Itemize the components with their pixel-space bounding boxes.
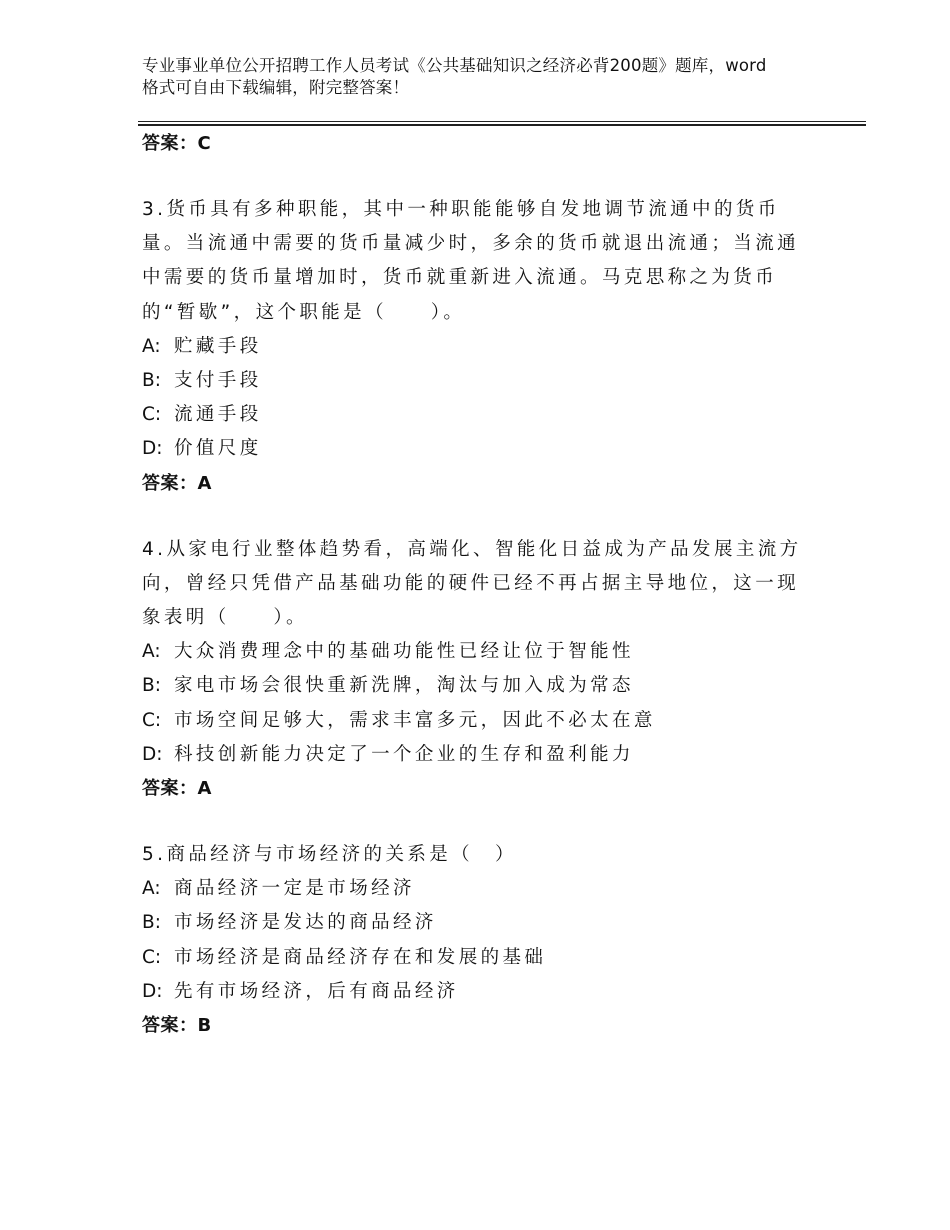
option-text: 商品经济一定是市场经济 (174, 878, 415, 900)
document-header: 专业事业单位公开招聘工作人员考试《公共基础知识之经济必背200题》题库，word格式可自由下载编辑，附完整答案！ (142, 56, 767, 97)
question-stem: 3.货币具有多种职能，其中一种职能能够自发地调节流通中的货币量。当流通中需要的货币量减少时，多余的货币就退出流通；当流通中需要的货币量增加时，货币就重新进入流通。马克思称之为货币的“暂歇”，这个职能是（ ）。 (142, 199, 800, 323)
option-letter: A: (142, 878, 161, 900)
option-b (142, 364, 802, 398)
option-text: 家电市场会很快重新洗牌，淘汰与加入成为常态 (174, 675, 634, 697)
option-letter: A: (142, 641, 161, 663)
option-letter: B: (142, 675, 161, 697)
option-a (142, 872, 802, 906)
option-letter: B: (142, 370, 161, 392)
option-letter: C: (142, 946, 162, 968)
option-c (142, 704, 802, 738)
answer-line: 答案：A (142, 778, 212, 800)
question-4 (142, 533, 802, 806)
option-d (142, 975, 802, 1009)
option-text: 先有市场经济，后有商品经济 (174, 980, 459, 1002)
answer-line: 答案：A (142, 472, 212, 494)
option-text: 价值尺度 (174, 438, 262, 460)
question-content (142, 127, 802, 1043)
option-b (142, 906, 802, 940)
option-letter: D: (142, 980, 163, 1002)
previous-answer: 答案：C (142, 133, 212, 154)
option-text: 市场经济是发达的商品经济 (174, 912, 437, 934)
question-3 (142, 193, 802, 501)
option-text: 市场经济是商品经济存在和发展的基础 (174, 946, 547, 968)
option-c (142, 941, 802, 975)
option-a (142, 635, 802, 669)
option-letter: C: (142, 404, 162, 426)
option-b (142, 669, 802, 703)
option-d (142, 738, 802, 772)
option-text: 流通手段 (174, 404, 262, 426)
option-text: 支付手段 (174, 370, 262, 392)
option-letter: A: (142, 335, 161, 357)
option-text: 科技创新能力决定了一个企业的生存和盈利能力 (174, 743, 634, 765)
question-5 (142, 838, 802, 1043)
option-text: 大众消费理念中的基础功能性已经让位于智能性 (174, 641, 634, 663)
header-rule-thick (138, 124, 866, 126)
option-text: 市场空间足够大，需求丰富多元，因此不必太在意 (174, 709, 656, 731)
option-letter: D: (142, 438, 163, 460)
question-stem: 5.商品经济与市场经济的关系是（ ） (142, 844, 517, 866)
option-a (142, 330, 802, 364)
option-letter: C: (142, 709, 162, 731)
option-letter: D: (142, 743, 163, 765)
question-stem: 4.从家电行业整体趋势看，高端化、智能化日益成为产品发展主流方向，曾经只凭借产品基础功能的硬件已经不再占据主导地位，这一现象表明（ ）。 (142, 538, 802, 629)
option-text: 贮藏手段 (174, 335, 262, 357)
option-d (142, 432, 802, 466)
header-rule-thin (138, 121, 866, 122)
option-c (142, 398, 802, 432)
option-letter: B: (142, 912, 161, 934)
answer-line: 答案：B (142, 1015, 212, 1037)
